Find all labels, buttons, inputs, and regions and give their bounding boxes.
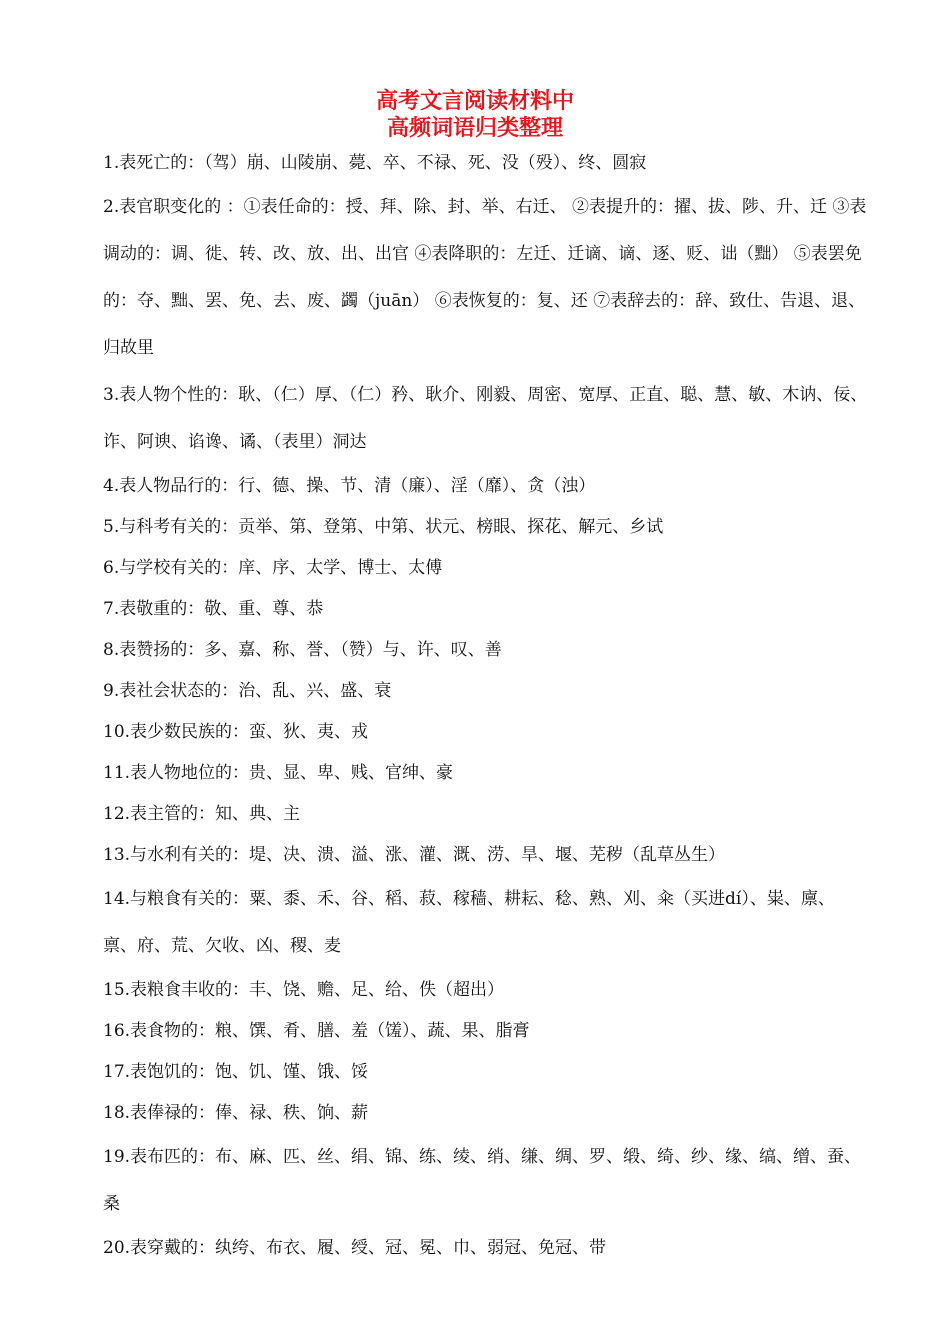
entry-13-water: 13.与水利有关的：堤、决、溃、溢、涨、灌、溉、涝、旱、堰、芜秽（乱草丛生） — [103, 845, 726, 865]
entry-16-food: 16.表食物的：粮、馔、肴、膳、羞（馐）、蔬、果、脂膏 — [103, 1021, 530, 1041]
entry-8-praise: 8.表赞扬的：多、嘉、称、誉、（赞）与、许、叹、善 — [103, 640, 502, 660]
entry-10-ethnic-groups: 10.表少数民族的：蛮、狄、夷、戎 — [103, 722, 369, 742]
entry-12-in-charge: 12.表主管的：知、典、主 — [103, 804, 301, 824]
entry-15-harvest: 15.表粮食丰收的：丰、饶、赡、足、给、佚（超出） — [103, 980, 505, 1000]
document-title-line-1: 高考文言阅读材料中 — [375, 89, 574, 114]
entry-3-personality: 3.表人物个性的：耿、（仁）厚、（仁）矜、耿介、刚毅、周密、宽厚、正直、聪、慧、敏、木讷、佞、诈、阿谀、谄谗、谲、（表里）洞达 — [103, 385, 868, 452]
entry-6-schools: 6.与学校有关的：庠、序、太学、博士、太傅 — [103, 558, 443, 578]
entry-17-hunger: 17.表饱饥的：饱、饥、馑、饿、馁 — [103, 1062, 369, 1082]
entry-11-status: 11.表人物地位的：贵、显、卑、贱、官绅、豪 — [103, 763, 454, 783]
entry-7-respect: 7.表敬重的：敬、重、尊、恭 — [103, 599, 324, 619]
entry-1-death: 1.表死亡的：（驾）崩、山陵崩、薨、卒、不禄、死、没（殁）、终、圆寂 — [103, 153, 647, 173]
vocabulary-list — [103, 143, 868, 1269]
document-title-line-2: 高频词语归类整理 — [386, 116, 563, 141]
entry-2-official-changes: 2.表官职变化的 ：①表任命的：授、拜、除、封、举、右迁、 ②表提升的：擢、拔、陟、升、迁 ③表调动的：调、徙、转、改、放、出、出官 ④表降职的：左迁、迁谪、谪、逐、贬、诎（黜） ⑤表罢免的：夺、黜、罢、免、去、废、蠲（juān） ⑥表恢复的：复、还 ⑦表辞去的：辞、致仕、告退、退、归故里 — [103, 197, 867, 358]
entry-4-conduct: 4.表人物品行的：行、德、操、节、清（廉）、淫（靡）、贪（浊） — [103, 476, 596, 496]
entry-19-cloth: 19.表布匹的：布、麻、匹、丝、绢、锦、练、绫、绡、缣、绸、罗、缎、绮、纱、缘、缟、缯、蚕、桑 — [103, 1147, 862, 1214]
entry-9-social-state: 9.表社会状态的：治、乱、兴、盛、衰 — [103, 681, 392, 701]
entry-20-clothing: 20.表穿戴的：纨绔、布衣、履、绶、冠、冕、巾、弱冠、免冠、带 — [103, 1238, 607, 1258]
entry-5-exams: 5.与科考有关的：贡举、第、登第、中第、状元、榜眼、探花、解元、乡试 — [103, 517, 664, 537]
entry-14-grain: 14.与粮食有关的：粟、黍、禾、谷、稻、菽、稼穑、耕耘、稔、熟、刈、籴（买进dí）、粜、廪、禀、府、荒、欠收、凶、稷、麦 — [103, 889, 835, 956]
entry-18-salary: 18.表俸禄的：俸、禄、秩、饷、薪 — [103, 1103, 369, 1123]
